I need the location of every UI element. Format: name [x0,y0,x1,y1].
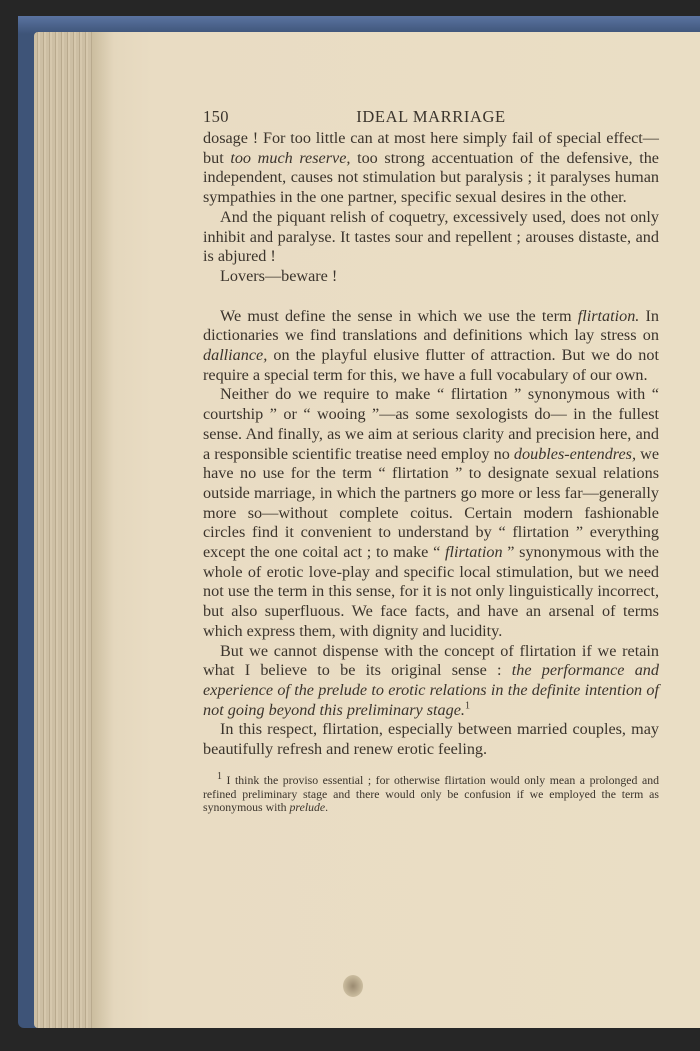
italic-term: flirtation. [577,306,640,325]
page-stain [343,975,363,997]
italic-term: flirtation [444,543,503,562]
italic-definition: the performance and experience of the prelude to erotic relations in the definite intention of not going beyond this preliminary stage. [203,661,659,719]
italic-term: dalliance, [203,346,268,365]
page-content [203,103,659,815]
paragraph-6: But we cannot dispense with the concept of flirtation if we retain what I believe to be its original sense : the performance and experience of the prelude to erotic relations in the definite intention of not going beyond this preliminary stage.$^1$ [203,641,659,719]
page-number: 150 [203,107,229,126]
footnote-spacer [203,760,659,774]
italic-term: prelude [289,800,326,815]
paragraph-3: Lovers—beware ! [220,266,338,285]
footnote: $^1$ I think the proviso essential ; for otherwise flirtation would only mean a prolonged and refined preliminary stage and there would only be confusion if we employed the term as synonymous with prelude. [203,770,659,815]
paragraph-2: And the piquant relish of coquetry, excessively used, does not only inhibit and paralyse. It tastes sour and repellent ; arouses distaste, and is abjured ! [203,207,659,266]
running-title: IDEAL MARRIAGE [356,107,506,126]
footnote-reference[interactable]: 1 [464,700,470,712]
paragraph-1: dosage ! For too little can at most here simply fail of special effect—but too much reserve, too strong accentuation of the defensive, the independent, causes not stimulation but paralysis ; it paralyses human sympathies in the one partner, specific sexual desires in the other. [203,129,659,207]
italic-phrase: too much reserve, [230,148,351,167]
paragraph-7: In this respect, flirtation, especially between married couples, may beautifully refresh and renew erotic feeling. [203,720,659,759]
paragraph-5: Neither do we require to make “ flirtation ” synonymous with “ courtship ” or “ wooing ”—as some sexologists do— in the fullest sense. And finally, as we aim at serious clarity and precision here, and a responsible scientific treatise need employ no doubles-entendres, we have no use for the term “ flirtation ” to designate sexual relations outside marriage, in which the partners go more or less far—generally more so—without complete coitus. Certain modern fashionable circles find it convenient to understand by “ flirtation ” everything except the one coital act ; to make “ flirtation ” synonymous with the whole of erotic love-play and specific local stimulation, but we need not use the term in this sense, for it is not only linguistically incorrect, but also superfluous. We face facts, and have an arsenal of terms which express them, with dignity and lucidity. [203,385,660,640]
page-edges [34,32,100,1028]
section-gap [203,287,659,307]
footnote-marker: 1 [217,770,222,782]
paragraph-4: We must define the sense in which we use the term flirtation. In dictionaries we find translations and definitions which lay stress on dalliance, on the playful elusive flutter of attraction. But we do not require a special term for this, we have a full vocabulary of our own. [203,306,660,384]
running-header [203,103,659,129]
italic-term: doubles-entendres, [513,444,637,463]
